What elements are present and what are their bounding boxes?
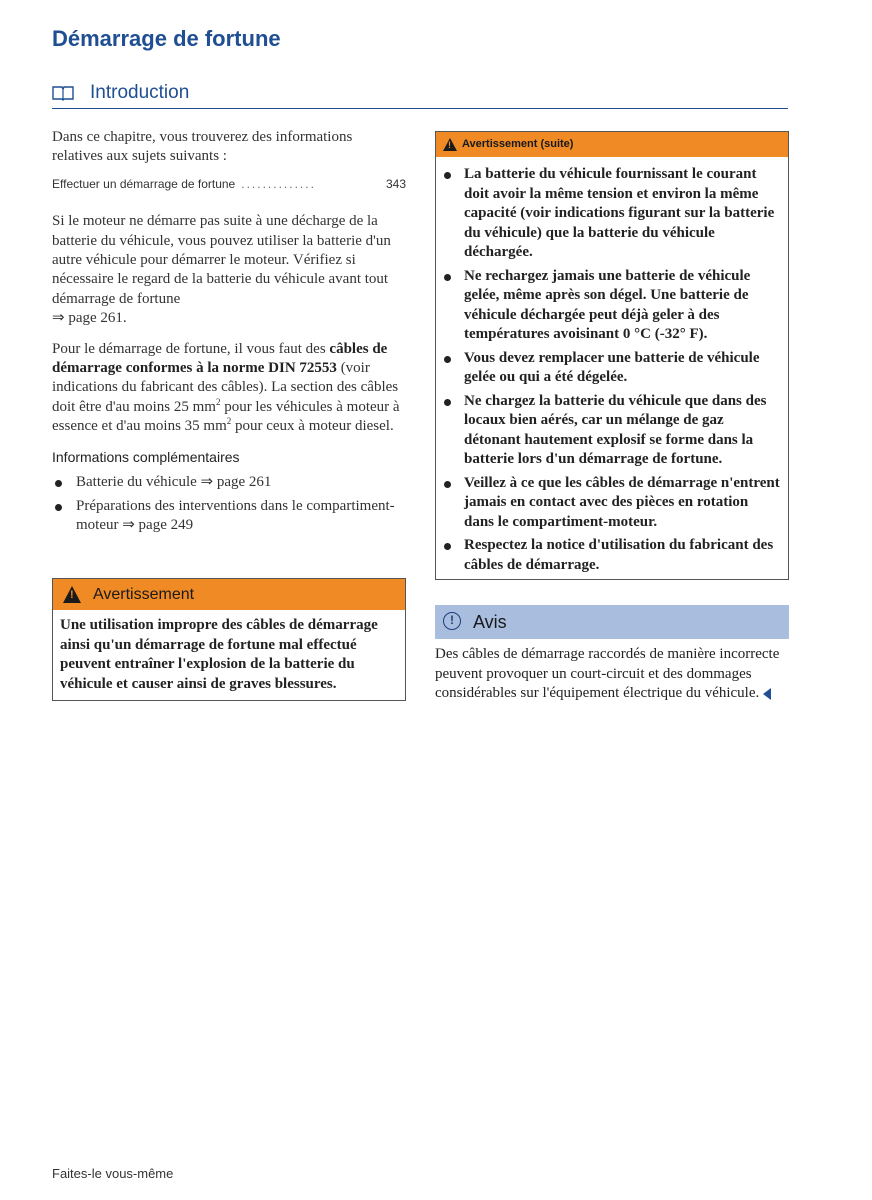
list-item: Ne rechargez jamais une batterie de véhicule gelée, même après son dégel. Une batterie de véhicule déchargée peut déjà geler à des températures avoisinant 0 °C (-32° F). xyxy=(442,267,782,345)
warning-body xyxy=(436,157,788,575)
reference-list xyxy=(52,473,406,535)
book-icon xyxy=(52,85,74,101)
toc-leader: .............. xyxy=(241,176,316,191)
bold-text: câbles de démarrage conformes à la norme DIN 72553 xyxy=(52,340,388,377)
section-header xyxy=(52,82,788,109)
warning-header xyxy=(53,579,405,610)
paragraph-text: Pour le démarrage de fortune, il vous faut des xyxy=(52,340,330,357)
warning-title: Avertissement xyxy=(93,586,195,603)
warning-continued-box xyxy=(435,131,789,580)
list-item: Vous devez remplacer une batterie de véhicule gelée ou qui a été dégelée. xyxy=(442,349,782,388)
warning-title: Avertissement (suite) xyxy=(462,138,574,150)
page-footer: Faites-le vous-même xyxy=(52,1166,174,1181)
paragraph xyxy=(52,340,406,437)
notice-body: Des câbles de démarrage raccordés de manière incorrecte peuvent provoquer un court-circuit et des dommages considérables sur l'équipement électrique du véhicule. xyxy=(435,646,780,701)
superscript: 2 xyxy=(226,416,232,427)
paragraph-text: pour ceux à moteur diesel. xyxy=(231,418,394,435)
warning-box xyxy=(52,578,406,701)
notice-text xyxy=(435,645,789,704)
page-reference-link[interactable]: ⇒ page 261. xyxy=(52,310,127,327)
list-item: Ne chargez la batterie du véhicule que dans des locaux bien aérés, car un mélange de gaz détonant hautement explosif se forme dans la batterie lors d'un démarrage de fortune. xyxy=(442,392,782,470)
list-item: Veillez à ce que les câbles de démarrage n'entrent jamais en contact avec des pièces en rotation dans le compartiment-moteur. xyxy=(442,474,782,533)
notice-title: Avis xyxy=(473,612,507,632)
paragraph-text: pour les véhicules à moteur à essence et d'au moins 35 mm xyxy=(52,398,400,435)
section-title: Introduction xyxy=(90,82,190,103)
intro-lead: Dans ce chapitre, vous trouverez des informations relatives aux sujets suivants : xyxy=(52,129,353,165)
list-item: Respectez la notice d'utilisation du fabricant des câbles de démarrage. xyxy=(442,536,782,575)
warning-triangle-icon xyxy=(63,586,81,603)
info-circle-icon: ! xyxy=(443,612,461,630)
warning-header xyxy=(436,132,788,157)
superscript: 2 xyxy=(215,396,221,407)
warning-text: Une utilisation impropre des câbles de démarrage ainsi qu'un démarrage de fortune mal effectué peuvent entraîner l'explosion de la batterie du véhicule et causer ainsi de graves blessures. xyxy=(60,617,378,692)
section-end-icon xyxy=(763,688,771,700)
warning-list xyxy=(442,165,782,575)
paragraph xyxy=(52,212,406,328)
toc-page: 343 xyxy=(385,176,406,191)
toc-entry[interactable] xyxy=(52,175,406,194)
notice-header xyxy=(435,605,789,639)
page-title: Démarrage de fortune xyxy=(52,26,281,51)
paragraph-text: (voir indications du fabricant des câbles). La section des câbles doit être d'au moins 25 mm xyxy=(52,360,399,415)
notice-box xyxy=(435,605,789,704)
list-item[interactable]: Batterie du véhicule ⇒ page 261 xyxy=(52,473,406,492)
paragraph-text: Si le moteur ne démarre pas suite à une décharge de la batterie du véhicule, vous pouvez utiliser la batterie d'un autre véhicule pour démarrer le moteur. Vérifiez si nécessaire le regard de la batterie du véhicule avant tout démarrage de fortune xyxy=(52,213,391,307)
list-item: La batterie du véhicule fournissant le courant doit avoir la même tension et environ la même capacité (voir indications figurant sur la batterie du véhicule) que la batterie du véhicule déchargée. xyxy=(442,165,782,263)
toc-label: Effectuer un démarrage de fortune xyxy=(52,176,236,191)
left-column xyxy=(52,128,406,539)
warning-triangle-icon xyxy=(443,138,457,151)
list-item[interactable]: Préparations des interventions dans le compartiment-moteur ⇒ page 249 xyxy=(52,497,406,536)
subheading: Informations complémentaires xyxy=(52,448,240,465)
